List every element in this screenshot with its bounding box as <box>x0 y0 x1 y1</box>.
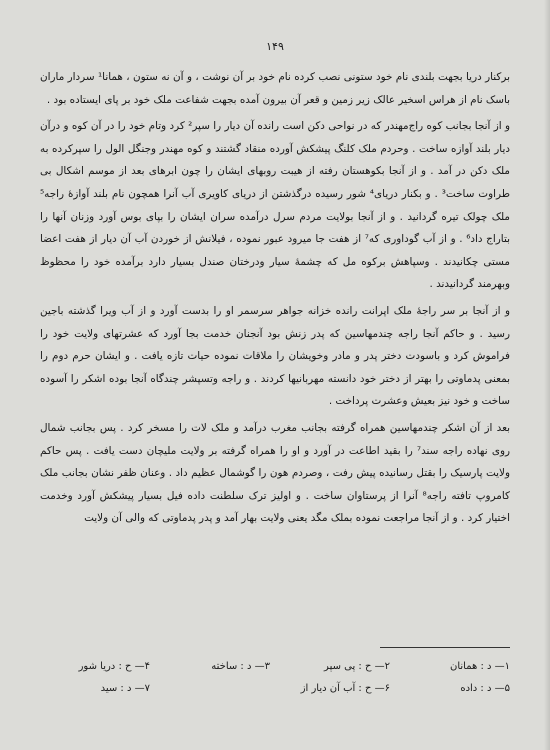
footnote-item: ۳— د : ساخته <box>211 661 270 672</box>
footnote-row <box>40 656 510 678</box>
paragraph-1: برکنار دریا بجهت بلندی نام خود ستونی نصب کرده نام خود بر آن نوشت ، و آن نه ستون ، همانا¹ سردار ماران باسک نام از هراس اسخیر عالک زیر زمین و قعر آن بیرون آمده بجهت شفاعت ملک خود بر پای ایستاده بود . <box>40 71 510 106</box>
body-text <box>40 66 510 534</box>
footnote-divider <box>380 647 510 648</box>
footnote-item <box>160 678 270 700</box>
paragraph-2: و از آنجا بجانب کوه راج‌مهندر که در نواحی دکن است رانده آن دیار را سپر² کرد وتام خود را در آن کوه و درآن دیار بلند آوازه ساخت . وحردم ملک کلنگ پیشکش آورده منقاد گشتند و کوه مهندر وجنگل الول را سپرکرده به ملک دکن در آمد . و از آنجا بکوهستان رفته از هیبت روبهای ایشان را چون ابرهای بعد از موسم اشکال بی طراوت ساخت³ . و بکنار دریای⁴ شور رسیده درگذشتن از دریای کاویری آب آنرا همچون نام بلند آوازهٔ راجه⁵ ملک چولک تیره گردانید . و از آنجا بولایت مردم سرل درآمده سران ایشان را بپای بوس آورد وزنان آنها را بتاراج داد⁶ . و از آب گوداوری که⁷ از هفت جا میرود عبور نموده ، فیلانش از خوردن آب آن دیار از هفت اعضا مستی چکانیدند . وسپاهش برکوه مل که چشمهٔ سیار ودرختان صندل بسیار دارد برآمده خود را محظوظ وبهرمند گردانیدند . <box>40 120 510 291</box>
footnote-item: ۶— ح : آب آن دیار از <box>300 683 390 694</box>
page-number: ۱۴۹ <box>266 40 284 53</box>
footnote-item: ۱— د : همانان <box>449 661 510 672</box>
footnote-item: ۵— د : داده <box>460 683 510 694</box>
page-edge-shadow <box>544 0 550 750</box>
paragraph-3: و از آنجا بر سر راجه‌ٔ ملک اپرانت رانده خزانه جواهر سرسمر او را بدست آورد و از آب ویرا گذشته باجین رسید . و حاکم آنجا راجه چندمهاسین که پدر زنش بود آنجنان خدمت بجا آورد که عشرتهای ولایت خود را فراموش کرد و باسودت دختر پدر و مادر وخویشان را ملاقات نموده حیات تازه یافت . و ایشان حرم دوم را بمعنی پدماوتی را بهتر از دختر خود دانسته مهربانیها کردند . و راجه وتسپشر چندگاه آنجا بوده اشکر را آسوده ساخت و خود نیز بعیش وعشرت پرداخت . <box>40 304 510 408</box>
footnotes <box>40 656 510 700</box>
footnote-item: ۴— ح : دریا شور <box>78 661 150 672</box>
paragraph-4: بعد از آن اشکر چندمهاسین همراه گرفته بجانب مغرب درآمد و ملک لات را مسخر کرد . پس بجانب شمال روی نهاده راجه سند⁷ را بقید اطاعت در آورد و او را همراه گرفته بر ولایت ملیچان دست یافت . پس حاکم ولایت پارسیک را بقتل رسانیده پیش رفت ، وصردم هون را گوشمال عظیم داد . وعنان ظفر نشان بجانب ملک کامروپ تافته راجه⁸ آنرا از پرستاوان ساخت . و اولیز ترک سلطنت داده فیل بسیار پیشکش آورد وخدمت اختیار کرد . و از آنجا مراجعت نموده بملک مگد یعنی ولایت بهار آمد و پدر پدماوتی که والی آن ولایت <box>40 421 510 525</box>
footnote-row <box>40 678 510 700</box>
footnote-item: ۷— د : سید <box>100 683 150 694</box>
footnote-item: ۲— ح : پی سپر <box>324 661 390 672</box>
